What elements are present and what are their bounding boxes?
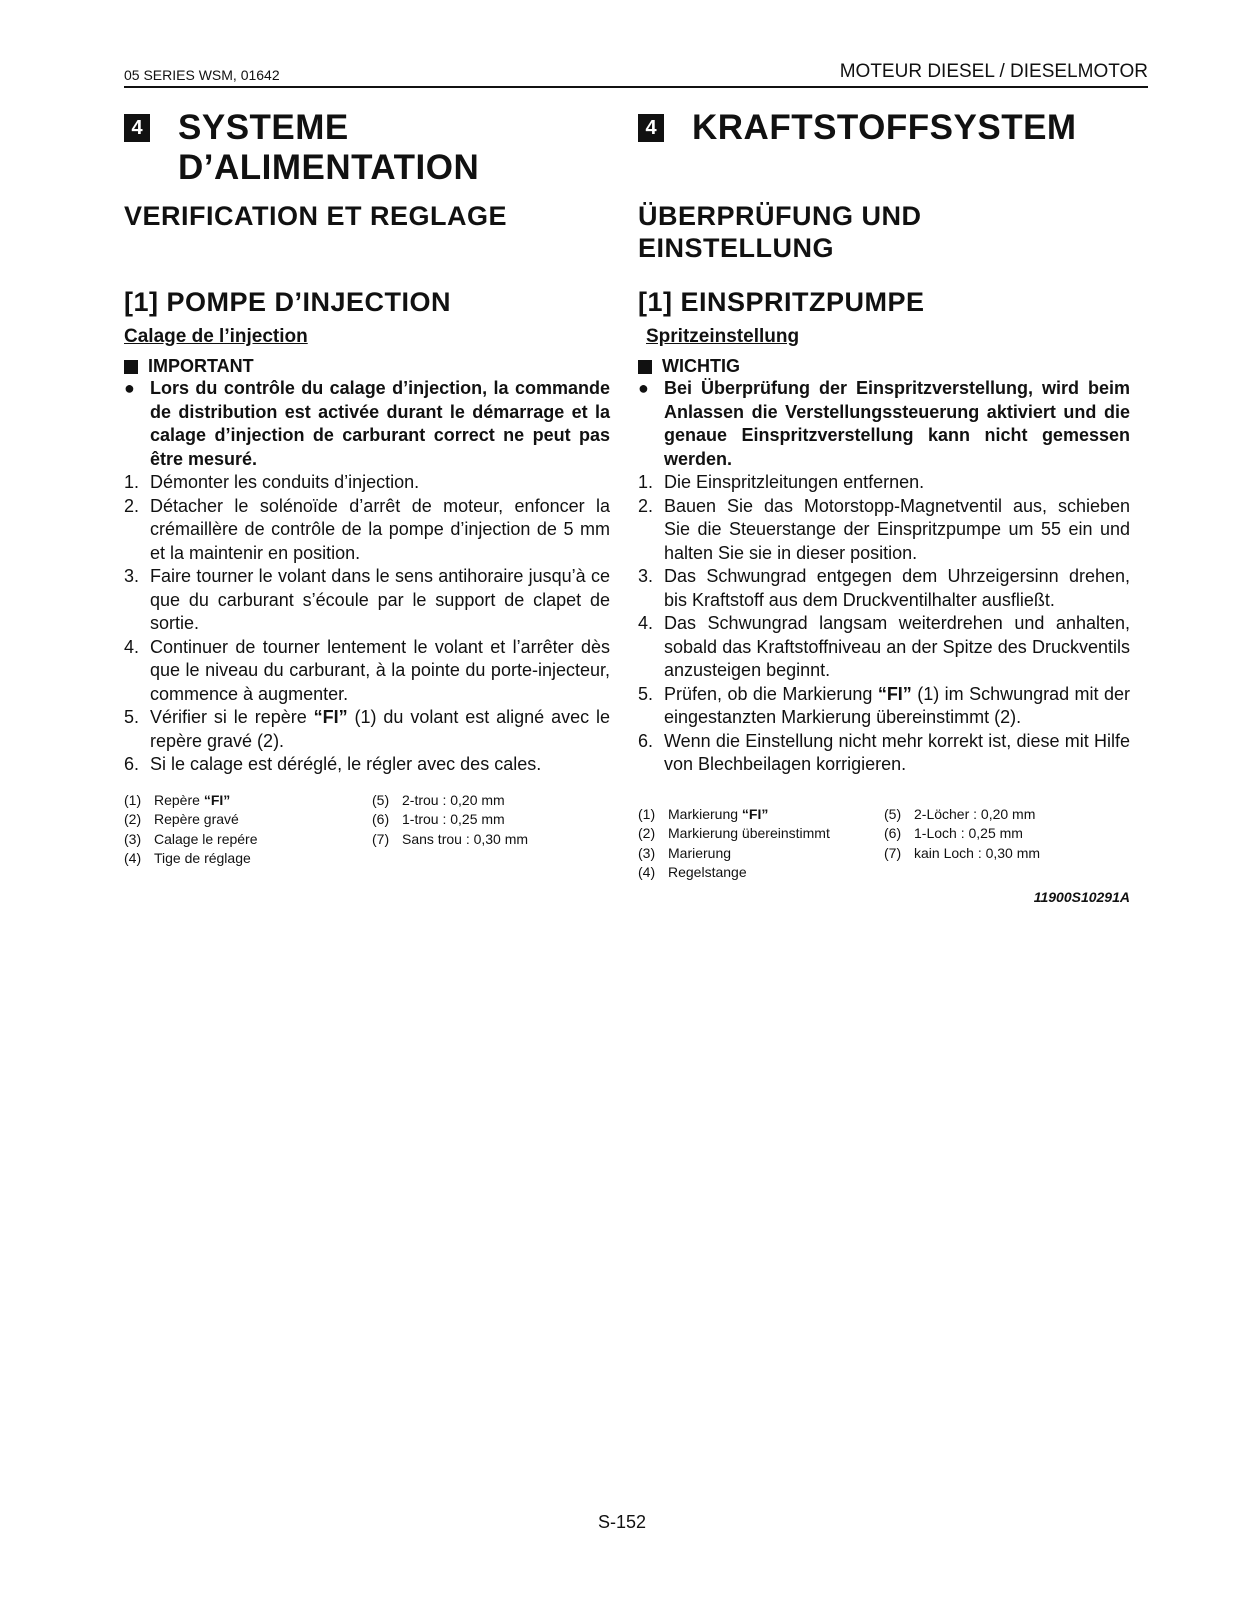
legend-item: (7) kain Loch : 0,30 mm [884, 844, 1041, 861]
list-item: 6. Si le calage est déréglé, le régler avec des cales. [124, 754, 542, 774]
list-item: 3. Das Schwungrad entgegen dem Uhrzeigersinn drehen, bis Kraftstoff aus dem Druckventilhalter ausfließt. [638, 566, 1130, 610]
page-header [124, 62, 1148, 88]
legend-item: (4) Regelstange [638, 864, 747, 880]
legend-item: (3) Calage le repére [124, 830, 258, 847]
legend-item: (1) Repère “FI” [124, 791, 231, 808]
fr-legend [124, 791, 610, 869]
figure-code: 11900S10291A [1033, 888, 1130, 905]
fr-subsection-title: VERIFICATION ET REGLAGE [124, 201, 508, 231]
list-item: 5. Vérifier si le repère “FI” (1) du volant est aligné avec le repère gravé (2). [124, 707, 610, 751]
de-subsection-title-line2: EINSTELLUNG [638, 233, 835, 263]
fr-part-title: [1] POMPE D’INJECTION [124, 287, 452, 317]
de-section-heading [638, 108, 1130, 148]
legend-item: (1) Markierung “FI” [638, 805, 769, 822]
chapter-title: MOTEUR DIESEL / DIESELMOTOR [839, 61, 1148, 82]
fr-step-list [124, 377, 610, 777]
de-subsection-title-line1: ÜBERPRÜFUNG UND [638, 201, 922, 231]
legend-item: (6) 1-Loch : 0,25 mm [884, 825, 1023, 841]
list-item: 5. Prüfen, ob die Markierung “FI” (1) im Schwungrad mit der eingestanzten Markierung übereinstimmt (2). [638, 683, 1130, 727]
fr-section-title-line1: SYSTEME [178, 108, 349, 147]
manual-reference: 05 SERIES WSM, 01642 [124, 67, 280, 83]
list-item: 4. Das Schwungrad langsam weiterdrehen und anhalten, sobald das Kraftstoffniveau an der Spitze des Druckventils anzusteigen beginnt. [638, 613, 1130, 680]
legend-item: (7) Sans trou : 0,30 mm [372, 830, 529, 847]
list-item: 6. Wenn die Einstellung nicht mehr korrekt ist, diese mit Hilfe von Blechbeilagen korrigieren. [638, 730, 1130, 774]
legend-item: (3) Marierung [638, 844, 732, 861]
list-item: 2. Détacher le solénoïde d’arrêt de moteur, enfoncer la crémaillère de contrôle de la pompe d’injection de 5 mm et la maintenir en position. [124, 495, 610, 563]
legend-item: (6) 1-trou : 0,25 mm [372, 811, 505, 827]
fr-section-number-badge: 4 [124, 114, 150, 142]
fr-important-note: ● Lors du contrôle du calage d’injection, la commande de distribution est activée durant le démarrage et la calage d’injection de carburant correct ne peut pas être mesuré. [124, 378, 610, 469]
legend-item: (4) Tige de réglage [124, 850, 251, 866]
de-section-number-badge: 4 [638, 114, 664, 142]
fr-section-title-line2: D’ALIMENTATION [178, 148, 480, 187]
de-section-title: KRAFTSTOFFSYSTEM [692, 108, 1077, 147]
fr-section-heading [124, 108, 610, 188]
list-item: 3. Faire tourner le volant dans le sens antihoraire jusqu’à ce que du carburant s’écoule par le support de clapet de sortie. [124, 566, 610, 633]
de-important-text-label: WICHTIG [662, 356, 740, 376]
de-part-title: [1] EINSPRITZPUMPE [638, 287, 925, 317]
de-important-note: ● Bei Überprüfung der Einspritzverstellung, wird beim Anlassen die Verstellungssteuerung aktiviert und die genaue Einspritzverstellung kann nicht gemessen werden. [638, 378, 1130, 469]
list-item: 1. Die Einspritzleitungen entfernen. [638, 472, 925, 492]
legend-item: (2) Markierung übereinstimmt [638, 825, 830, 841]
list-item: 2. Bauen Sie das Motorstopp-Magnetventil aus, schieben Sie die Steuerstange der Einspritzpumpe um 55 ein und halten Sie sie in dieser position. [638, 495, 1130, 563]
square-bullet-icon [638, 360, 652, 374]
fr-procedure-heading: Calage de l’injection [124, 326, 308, 347]
de-important-label [638, 356, 1130, 377]
german-column [638, 108, 1130, 905]
legend-item: (5) 2-Löcher : 0,20 mm [884, 805, 1036, 822]
de-procedure-heading: Spritzeinstellung [646, 326, 800, 347]
bullet-icon: ● [124, 378, 135, 398]
fr-important-text-label: IMPORTANT [148, 356, 254, 376]
page-number: S-152 [597, 1512, 647, 1532]
legend-item: (5) 2-trou : 0,20 mm [372, 791, 505, 808]
bullet-icon: ● [638, 378, 649, 398]
de-legend [638, 805, 1130, 883]
list-item: 4. Continuer de tourner lentement le volant et l’arrêter dès que le niveau du carburant, à la pointe du porte-injecteur, commence à augmenter. [124, 636, 610, 704]
list-item: 1. Démonter les conduits d’injection. [124, 472, 420, 492]
square-bullet-icon [124, 360, 138, 374]
french-column [124, 108, 610, 869]
de-step-list [638, 377, 1130, 777]
legend-item: (2) Repère gravé [124, 811, 239, 827]
fr-important-label [124, 356, 610, 377]
